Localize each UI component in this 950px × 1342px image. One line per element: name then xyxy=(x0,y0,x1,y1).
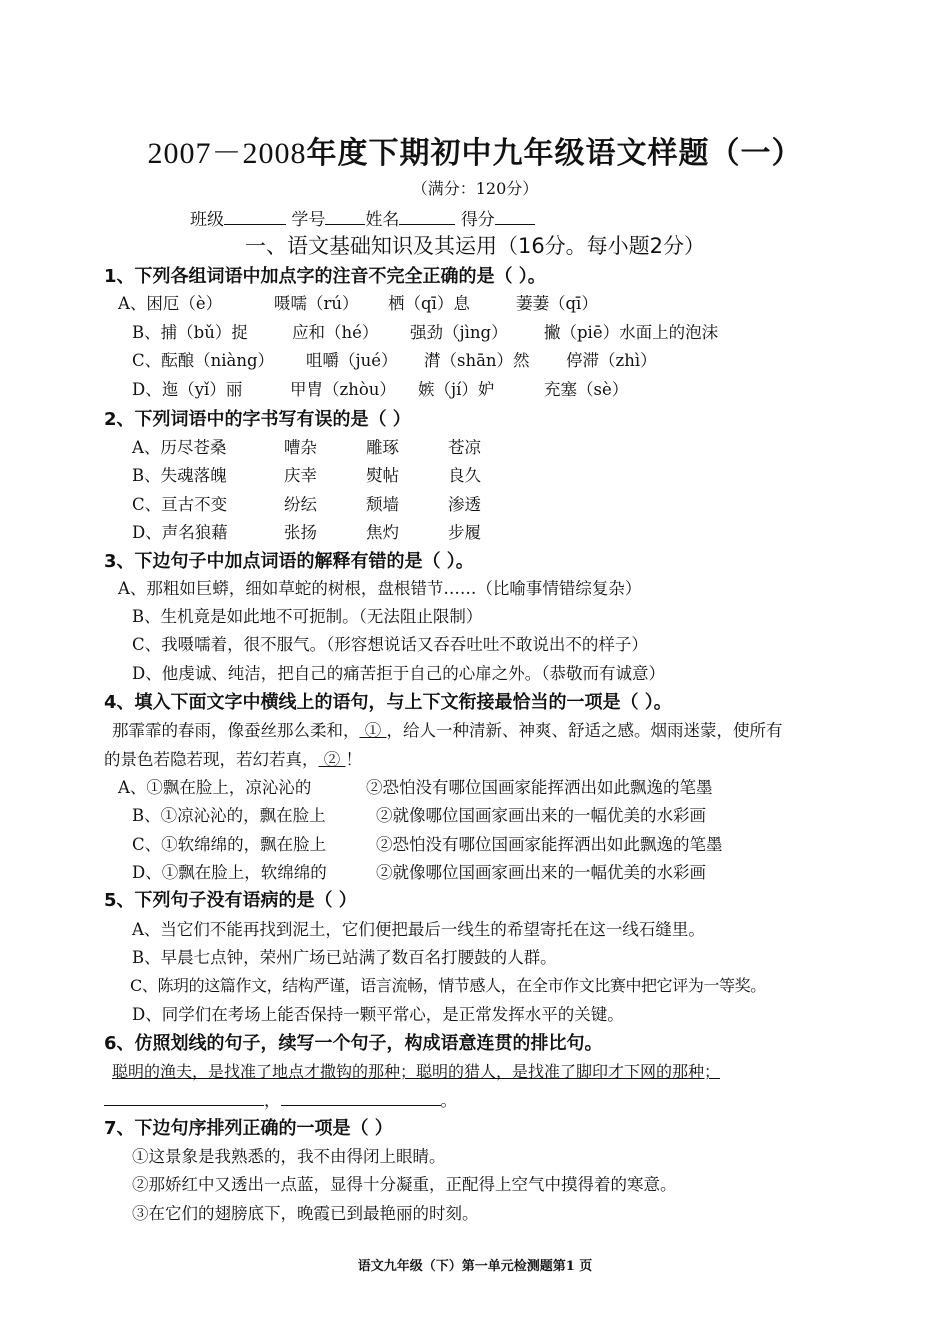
q3-option-d: D、他虔诚、纯洁，把自己的痛苦拒于自己的心扉之外。（恭敬而有诚意） xyxy=(132,664,665,683)
q2-option-c: C、亘古不变 纷纭 颓墙 渗透 xyxy=(132,495,481,514)
name-label: 姓名 xyxy=(365,210,400,230)
q4-passage-line-2: 的景色若隐若现，若幻若真， ② ！ xyxy=(104,750,362,769)
question-7-stem: 7、下边句序排列正确的一项是（ ） xyxy=(104,1118,393,1139)
q5-option-c: C、陈玥的这篇作文，结构严谨，语言流畅，情节感人，在全市作文比赛中把它评为一等奖。 xyxy=(130,976,766,995)
q6-answer-blank-2[interactable] xyxy=(281,1089,441,1106)
class-blank[interactable] xyxy=(224,208,286,225)
q4-blank-2[interactable]: ② xyxy=(318,750,346,769)
full-score: （满分：120分） xyxy=(411,179,539,198)
q3-option-c: C、我嗫嚅着，很不服气。（形容想说话又吞吞吐吐不敢说出不的样子） xyxy=(132,635,648,654)
score-label: 得分 xyxy=(460,210,495,230)
student-info-line xyxy=(190,205,535,230)
q4-option-b: B、①凉沁沁的，飘在脸上 ②就像哪位国画家画出来的一幅优美的水彩画 xyxy=(132,806,706,825)
class-label: 班级 xyxy=(190,210,224,230)
q1-option-b: B、捕（bǔ）捉 应和（hé） 强劲（jìng） 撇（piē）水面上的泡沫 xyxy=(132,323,719,342)
q4-option-d: D、①飘在脸上，软绵绵的 ②就像哪位国画家画出来的一幅优美的水彩画 xyxy=(132,863,706,882)
id-label: 学号 xyxy=(291,210,326,230)
q3-option-b: B、生机竟是如此地不可扼制。（无法阻止限制） xyxy=(132,607,483,626)
question-3-stem: 3、下边句子中加点词语的解释有错的是（ ）。 xyxy=(104,551,474,572)
q2-option-d: D、声名狼藉 张扬 焦灼 步履 xyxy=(132,523,481,542)
q5-option-b: B、早晨七点钟，荣州广场已站满了数百名打腰鼓的人群。 xyxy=(132,948,557,967)
q1-option-c: C、酝酿（niàng） 咀嚼（jué） 潸（shān）然 停滞（zhì） xyxy=(132,351,657,370)
q4-blank-1[interactable]: ① xyxy=(359,721,387,740)
title-years: 2007－2008 xyxy=(147,137,307,170)
q7-sentence-1: ①这景象是我熟悉的，我不由得闭上眼睛。 xyxy=(132,1147,446,1166)
page-title xyxy=(0,128,950,172)
question-4-stem: 4、填入下面文字中横线上的语句，与上下文衔接最恰当的一项是（ ）。 xyxy=(104,692,672,713)
q6-example-sentence: 聪明的渔夫，是找准了地点才撒钩的那种；聪明的猎人，是找准了脚印才下网的那种； xyxy=(112,1062,721,1081)
section-1-title: 一、语文基础知识及其运用（16分。每小题2分） xyxy=(244,234,706,258)
q4-option-c: C、①软绵绵的，飘在脸上 ②恐怕没有哪位国画家能挥洒出如此飘逸的笔墨 xyxy=(132,835,723,854)
q1-option-a: A、困厄（è） 嗫嚅（rú） 栖（qī）息 萋萋（qī） xyxy=(118,294,598,313)
question-5-stem: 5、下列句子没有语病的是（ ） xyxy=(104,890,357,911)
q2-option-b: B、失魂落魄 庆幸 熨帖 良久 xyxy=(132,466,481,485)
q3-option-a: A、那粗如巨蟒，细如草蛇的树根，盘根错节……（比喻事情错综复杂） xyxy=(118,579,642,598)
q6-answer-blank-1[interactable] xyxy=(104,1089,264,1106)
q1-option-d: D、迤（yǐ）丽 甲胄（zhòu） 嫉（jí）妒 充塞（sè） xyxy=(132,380,629,399)
title-text: 年度下期初中九年级语文样题（一） xyxy=(306,136,803,171)
question-2-stem: 2、下列词语中的字书写有误的是（ ） xyxy=(104,409,411,430)
q5-option-a: A、当它们不能再找到泥土，它们便把最后一线生的希望寄托在这一线石缝里。 xyxy=(132,920,705,939)
question-1-stem: 1、下列各组词语中加点字的注音不完全正确的是（ ）。 xyxy=(104,266,546,287)
page-footer: 语文九年级（下）第一单元检测题第1 页 xyxy=(357,1259,593,1274)
q7-sentence-2: ②那娇红中又透出一点蓝，显得十分凝重，正配得上空气中摸得着的寒意。 xyxy=(132,1175,677,1194)
q4-passage-line-1: 那霏霏的春雨，像蚕丝那么柔和， ① ，给人一种清新、神爽、舒适之感。烟雨迷蒙，使所有 xyxy=(112,721,783,740)
score-blank[interactable] xyxy=(495,208,535,225)
question-6-stem: 6、仿照划线的句子，续写一个句子，构成语意连贯的排比句。 xyxy=(104,1033,603,1054)
id-blank[interactable] xyxy=(325,208,365,225)
q5-option-d: D、同学们在考场上能否保持一颗平常心，是正常发挥水平的关键。 xyxy=(132,1005,624,1024)
name-blank[interactable] xyxy=(399,208,455,225)
q7-sentence-3: ③在它们的翅膀底下，晚霞已到最艳丽的时刻。 xyxy=(132,1204,479,1223)
q2-option-a: A、历尽苍桑 嘈杂 雕琢 苍凉 xyxy=(132,438,481,457)
q6-answer-line: ， 。 xyxy=(104,1087,457,1111)
q4-option-a: A、①飘在脸上，凉沁沁的 ②恐怕没有哪位国画家能挥洒出如此飘逸的笔墨 xyxy=(118,778,713,797)
